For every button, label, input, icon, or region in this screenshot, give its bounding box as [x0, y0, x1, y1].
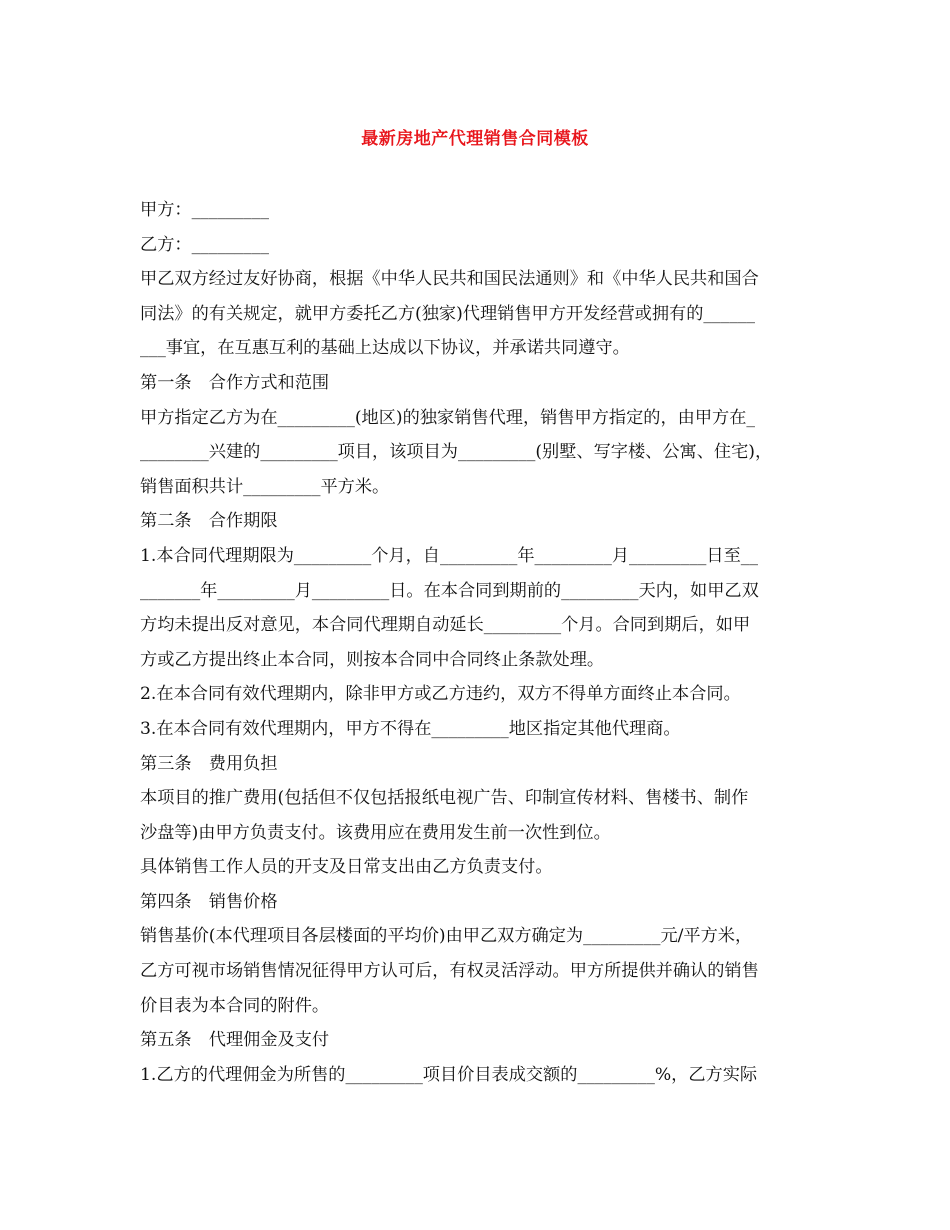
- article-3-line: 沙盘等)由甲方负责支付。该费用应在费用发生前一次性到位。: [140, 822, 611, 843]
- article-5-heading: 第五条 代理佣金及支付: [140, 1030, 330, 1051]
- preamble-line: 甲乙双方经过友好协商，根据《中华人民共和国民法通则》和《中华人民共和国合: [140, 269, 759, 290]
- article-2-line: 3.在本合同有效代理期内，甲方不得在_________地区指定其他代理商。: [140, 718, 681, 739]
- party-a-line: 甲方：_________: [140, 200, 269, 220]
- preamble-line: ___事宜，在互惠互利的基础上达成以下协议，并承诺共同遵守。: [140, 338, 630, 359]
- article-2-line: 方均未提出反对意见，本合同代理期自动延长_________个月。合同到期后，如甲: [140, 615, 751, 636]
- article-2-heading: 第二条 合作期限: [140, 511, 278, 532]
- article-5-line: 1.乙方的代理佣金为所售的_________项目价目表成交额的_________%，乙方实际: [140, 1064, 758, 1085]
- article-2-line: _______年_________月_________日。在本合同到期前的_________天内，如甲乙双: [140, 580, 759, 601]
- article-1-line: ________兴建的_________项目，该项目为_________(别墅、写字楼、公寓、住宅)，: [140, 442, 773, 463]
- document-title: 最新房地产代理销售合同模板: [361, 129, 589, 149]
- article-2-line: 1.本合同代理期限为_________个月，自_________年_________月_________日至__: [140, 545, 758, 566]
- article-4-line: 乙方可视市场销售情况征得甲方认可后，有权灵活浮动。甲方所提供并确认的销售: [140, 961, 759, 982]
- article-3-line: 本项目的推广费用(包括但不仅包括报纸电视广告、印制宣传材料、售楼书、制作: [140, 788, 749, 809]
- contract-body: [140, 193, 816, 1092]
- article-3-line: 具体销售工作人员的开支及日常支出由乙方负责支付。: [140, 857, 553, 878]
- article-2-line: 2.在本合同有效代理期内，除非甲方或乙方违约，双方不得单方面终止本合同。: [140, 684, 741, 705]
- preamble-line: 同法》的有关规定，就甲方委托乙方(独家)代理销售甲方开发经营或拥有的______: [140, 303, 755, 324]
- article-1-heading: 第一条 合作方式和范围: [140, 372, 330, 393]
- article-1-line: 甲方指定乙方为在_________(地区)的独家销售代理，销售甲方指定的，由甲方在_: [140, 407, 755, 428]
- article-4-line: 销售基价(本代理项目各层楼面的平均价)由甲乙双方确定为_________元/平方米，: [140, 926, 753, 947]
- article-4-heading: 第四条 销售价格: [140, 891, 278, 912]
- party-b-line: 乙方：_________: [140, 234, 269, 255]
- article-4-line: 价目表为本合同的附件。: [140, 995, 330, 1016]
- article-2-line: 方或乙方提出终止本合同，则按本合同中合同终止条款处理。: [140, 649, 605, 670]
- article-1-line: 销售面积共计_________平方米。: [140, 476, 390, 497]
- article-3-heading: 第三条 费用负担: [140, 753, 278, 774]
